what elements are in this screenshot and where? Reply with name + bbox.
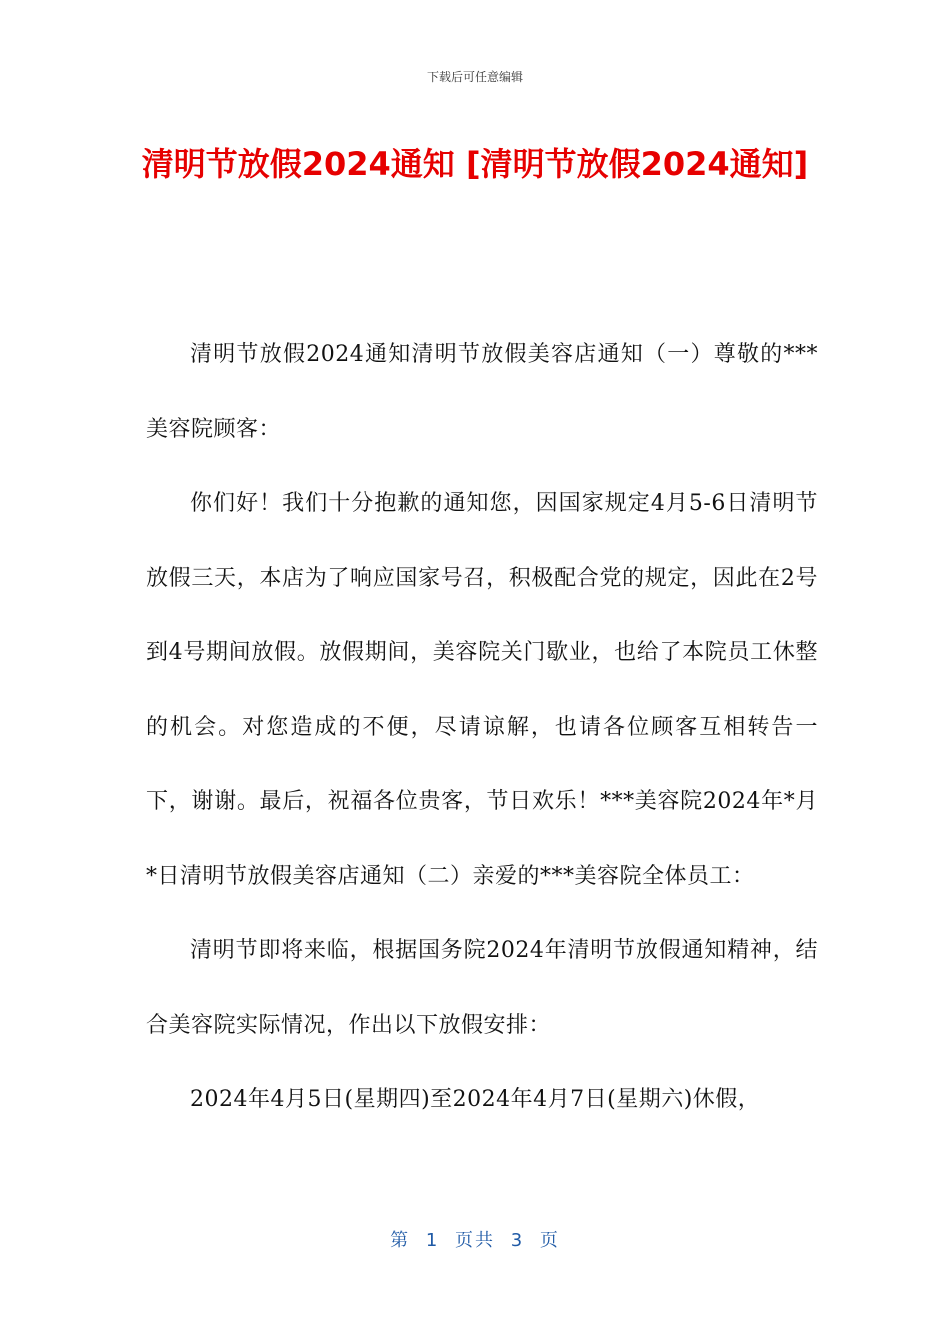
page-footer: 第 1 页共 3 页 bbox=[390, 1230, 560, 1251]
paragraph: 2024年4月5日(星期四)至2024年4月7日(星期六)休假， bbox=[190, 1087, 761, 1112]
paragraph: 清明节即将来临，根据国务院2024年清明节放假通知精神，结合美容院实际情况，作出以下放假安排： bbox=[146, 938, 818, 1038]
document-body bbox=[146, 318, 818, 1138]
paragraph: 清明节放假2024通知清明节放假美容店通知（一）尊敬的***美容院顾客： bbox=[146, 342, 818, 442]
paragraph: 你们好！我们十分抱歉的通知您，因国家规定4月5-6日清明节放假三天，本店为了响应国家号召，积极配合党的规定，因此在2号到4号期间放假。放假期间，美容院关门歇业，也给了本院员工休整的机会。对您造成的不便，尽请谅解，也请各位顾客互相转告一下，谢谢。最后，祝福各位贵客，节日欢乐！***美容院2024年*月*日清明节放假美容店通知（二）亲爱的***美容院全体员工： bbox=[146, 491, 818, 889]
header-note: 下载后可任意编辑 bbox=[426, 70, 523, 84]
document-title: 清明节放假2024通知 [清明节放假2024通知] bbox=[141, 145, 809, 183]
